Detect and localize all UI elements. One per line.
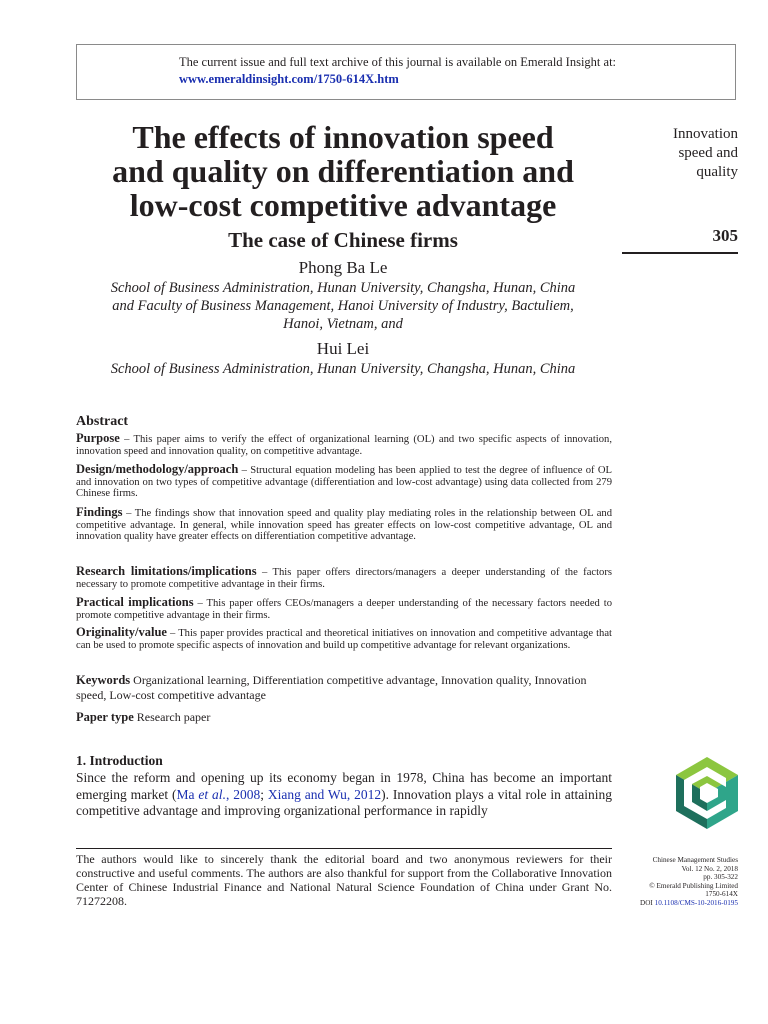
abstract-limitations bbox=[76, 566, 612, 590]
journal-link[interactable]: www.emeraldinsight.com/1750-614X.htm bbox=[179, 72, 399, 86]
paper-type bbox=[76, 710, 612, 725]
page-number: 305 bbox=[712, 226, 738, 245]
section-text: – The findings show that innovation speed and quality play mediating roles in the relationship between OL and competitive advantage. In general, while innovation speed has greater effects on low-cost competitive advantage, OL and innovation quality have greater effects on differentiation competitive advantage. bbox=[76, 508, 612, 543]
intro-paragraph: Since the reform and opening up its economy began in 1978, China has become an important emerging market (Ma et al., 2008; Xiang and Wu, 2012). Innovation plays a vital role in attaining competitive advantage and improving organizational performance in rapidly bbox=[76, 770, 613, 818]
volume: Vol. 12 No. 2, 2018 bbox=[681, 864, 738, 873]
doi: DOI 10.1108/CMS-10-2016-0195 bbox=[640, 898, 738, 907]
keywords-label: Keywords bbox=[76, 673, 131, 687]
article-subtitle: The case of Chinese firms bbox=[228, 228, 458, 252]
section-label: Research limitations/implications bbox=[76, 564, 257, 578]
section-label: Originality/value bbox=[76, 625, 167, 639]
section-label: Purpose bbox=[76, 431, 120, 445]
paper-type-text: Research paper bbox=[136, 710, 211, 724]
abstract-practical bbox=[76, 597, 612, 621]
title-line: The effects of innovation speed bbox=[132, 119, 554, 155]
affiliation-line: and Faculty of Business Management, Hanoi University of Industry, Bactuliem, bbox=[112, 298, 574, 314]
intro-text: Since the reform and opening up its economy began in 1978, China has become an important emerging market ( bbox=[76, 770, 612, 802]
section-label: Findings bbox=[76, 505, 123, 519]
acknowledgement-footnote: The authors would like to sincerely thank the editorial board and two anonymous reviewers for their constructive and useful comments. The authors are also thankful for support from the Collaborative Innovation Center of Chinese Industrial Finance and National Natural Science Foundation of China under Grant No. 71272208. bbox=[76, 852, 612, 908]
banner-text: The current issue and full text archive of this journal is available on Emerald Insight at: bbox=[179, 55, 617, 69]
section-text: – This paper offers directors/managers a deeper understanding of the factors necessary to promote competitive advantage in their firms. bbox=[76, 567, 613, 590]
running-head-line: Innovation bbox=[673, 126, 738, 142]
footnote-rule bbox=[76, 848, 612, 849]
running-head bbox=[630, 125, 738, 182]
journal-banner bbox=[76, 44, 736, 100]
copyright: © Emerald Publishing Limited bbox=[649, 881, 738, 890]
author-name: Phong Ba Le bbox=[298, 258, 388, 277]
running-head-line: speed and bbox=[678, 145, 738, 161]
title-line: and quality on differentiation and bbox=[112, 153, 574, 189]
affiliation-line: Hanoi, Vietnam, and bbox=[283, 316, 403, 332]
article-title bbox=[72, 120, 614, 222]
issn: 1750-614X bbox=[705, 890, 738, 899]
page-rule bbox=[622, 252, 738, 254]
author-name: Hui Lei bbox=[316, 339, 370, 358]
title-line: low-cost competitive advantage bbox=[129, 187, 557, 223]
abstract-purpose bbox=[76, 433, 612, 457]
section-text: – This paper aims to verify the effect of organizational learning (OL) and two specific aspects of innovation, innovation speed and innovation quality, on competitive advantage. bbox=[76, 434, 612, 457]
section-text: – This paper provides practical and theoretical initiatives on innovation and competitive advantage that can be used to promote specific aspects of innovation and build up competitive advantage for relevant organizations. bbox=[76, 628, 612, 651]
citation-link[interactable]: Xiang and Wu, 2012 bbox=[267, 786, 382, 802]
abstract-findings bbox=[76, 507, 612, 543]
intro-text: ). Innovation plays a vital role in attaining competitive advantage and improving organizational performance in rapidly bbox=[76, 786, 613, 818]
author-affiliation bbox=[72, 279, 614, 333]
abstract-originality bbox=[76, 627, 612, 651]
emerald-logo bbox=[676, 757, 738, 829]
abstract-heading: Abstract bbox=[76, 414, 129, 429]
section-label: Practical implications bbox=[76, 595, 194, 609]
section-heading: 1. Introduction bbox=[76, 753, 163, 768]
doi-link[interactable]: 10.1108/CMS-10-2016-0195 bbox=[654, 898, 738, 907]
paper-type-label: Paper type bbox=[76, 710, 134, 724]
pages: pp. 305-322 bbox=[703, 873, 738, 882]
running-head-line: quality bbox=[696, 164, 738, 180]
section-label: Design/methodology/approach bbox=[76, 462, 239, 476]
affiliation-line: School of Business Administration, Hunan University, Changsha, Hunan, China bbox=[110, 361, 576, 377]
publication-info bbox=[616, 856, 738, 908]
keywords-text: Organizational learning, Differentiation competitive advantage, Innovation quality, Innovation speed, Low-cost competitive advantage bbox=[76, 673, 587, 702]
citation-link[interactable]: Ma et al., 2008 bbox=[176, 786, 261, 802]
section-text: – This paper offers CEOs/managers a deeper understanding of the necessary factors needed to promote competitive advantage in their firms. bbox=[76, 598, 613, 621]
author-affiliation bbox=[72, 360, 614, 378]
affiliation-line: School of Business Administration, Hunan University, Changsha, Hunan, China bbox=[110, 280, 576, 296]
journal-name: Chinese Management Studies bbox=[652, 856, 738, 864]
section-text: – Structural equation modeling has been applied to test the degree of influence of OL and innovation on two types of competitive advantage (differentiation and low-cost advantage) using data collected from 279 Chinese firms. bbox=[76, 465, 612, 500]
abstract-design bbox=[76, 464, 612, 500]
keywords bbox=[76, 673, 612, 703]
